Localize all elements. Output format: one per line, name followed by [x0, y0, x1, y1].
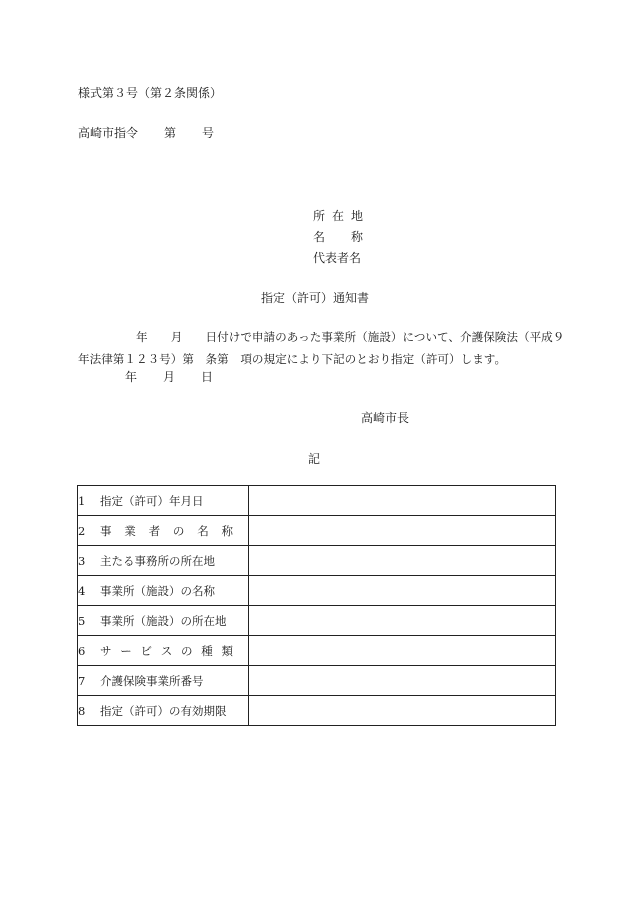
- row-label: 指定（許可）の有効期限: [100, 703, 227, 718]
- row-number: 5: [78, 613, 86, 628]
- row-number: 2: [78, 523, 86, 538]
- char: 地: [350, 209, 363, 223]
- row-value-cell[interactable]: [249, 576, 556, 606]
- char: サ: [100, 643, 112, 658]
- char: 業: [124, 523, 136, 538]
- reference-issuer: 高崎市指令: [78, 126, 139, 140]
- date-year: 年: [125, 370, 138, 384]
- table-row: [78, 606, 556, 636]
- row-value-cell[interactable]: [249, 546, 556, 576]
- table-row: [78, 666, 556, 696]
- char: 在: [331, 209, 344, 223]
- row-label: 事業所（施設）の所在地: [100, 613, 227, 628]
- row-label-cell: [78, 486, 249, 516]
- row-label: 介護保険事業所番号: [100, 673, 204, 688]
- addressee-name-label: [313, 227, 363, 248]
- reference-go: 号: [202, 126, 215, 140]
- document-title: 指定（許可）通知書: [260, 291, 369, 305]
- row-value-cell[interactable]: [249, 516, 556, 546]
- issue-date-line: [125, 368, 213, 385]
- row-label-cell: [78, 546, 249, 576]
- char: 類: [221, 643, 233, 658]
- row-label: 主たる事務所の所在地: [100, 553, 215, 568]
- table-row: [78, 516, 556, 546]
- char: の: [181, 643, 193, 658]
- char: ー: [120, 643, 132, 658]
- table-row: [78, 696, 556, 726]
- char: の: [172, 523, 185, 538]
- reference-number-line: [78, 124, 214, 141]
- char: 称: [221, 523, 233, 538]
- row-label-cell: [78, 576, 249, 606]
- char: 名: [313, 230, 326, 244]
- char: ビ: [140, 643, 152, 658]
- row-label-cell: [78, 606, 249, 636]
- char: 所: [313, 209, 326, 223]
- addressee-representative-label: 代表者名: [313, 251, 362, 265]
- date-month: 月: [163, 370, 176, 384]
- row-value-cell[interactable]: [249, 486, 556, 516]
- row-label: 事業所（施設）の名称: [100, 583, 215, 598]
- row-number: 7: [78, 673, 86, 688]
- addressee-block: [313, 206, 363, 269]
- char: 事: [100, 523, 112, 538]
- ki-heading: 記: [308, 452, 321, 466]
- table-row: [78, 636, 556, 666]
- details-table: [77, 485, 556, 726]
- char: 種: [201, 643, 213, 658]
- row-number: 4: [78, 583, 86, 598]
- table-row: [78, 486, 556, 516]
- row-label: 指定（許可）年月日: [100, 493, 204, 508]
- row-value-cell[interactable]: [249, 606, 556, 636]
- row-label: [100, 643, 233, 659]
- row-number: 3: [78, 553, 86, 568]
- row-label-cell: [78, 516, 249, 546]
- signer-name: 高崎市長: [361, 411, 410, 425]
- row-label-cell: [78, 666, 249, 696]
- char: 者: [148, 523, 161, 538]
- reference-dai: 第: [164, 126, 177, 140]
- row-label: [100, 523, 233, 539]
- body-paragraph: 年 月 日付けで申請のあった事業所（施設）について、介護保険法（平成９年法律第１２３号）第 条第 項の規定により下記のとおり指定（許可）します。: [78, 330, 565, 366]
- row-number: 6: [78, 643, 86, 658]
- char: 称: [350, 230, 363, 244]
- char: 名: [197, 523, 209, 538]
- row-label-cell: [78, 696, 249, 726]
- row-value-cell[interactable]: [249, 666, 556, 696]
- date-day: 日: [201, 370, 214, 384]
- row-number: 1: [78, 493, 86, 508]
- row-value-cell[interactable]: [249, 636, 556, 666]
- char: ス: [160, 643, 173, 658]
- table-row: [78, 546, 556, 576]
- row-number: 8: [78, 703, 86, 718]
- row-value-cell[interactable]: [249, 696, 556, 726]
- table-row: [78, 576, 556, 606]
- addressee-location-label: [313, 206, 363, 227]
- row-label-cell: [78, 636, 249, 666]
- form-number-label: 様式第３号（第２条関係）: [78, 86, 223, 100]
